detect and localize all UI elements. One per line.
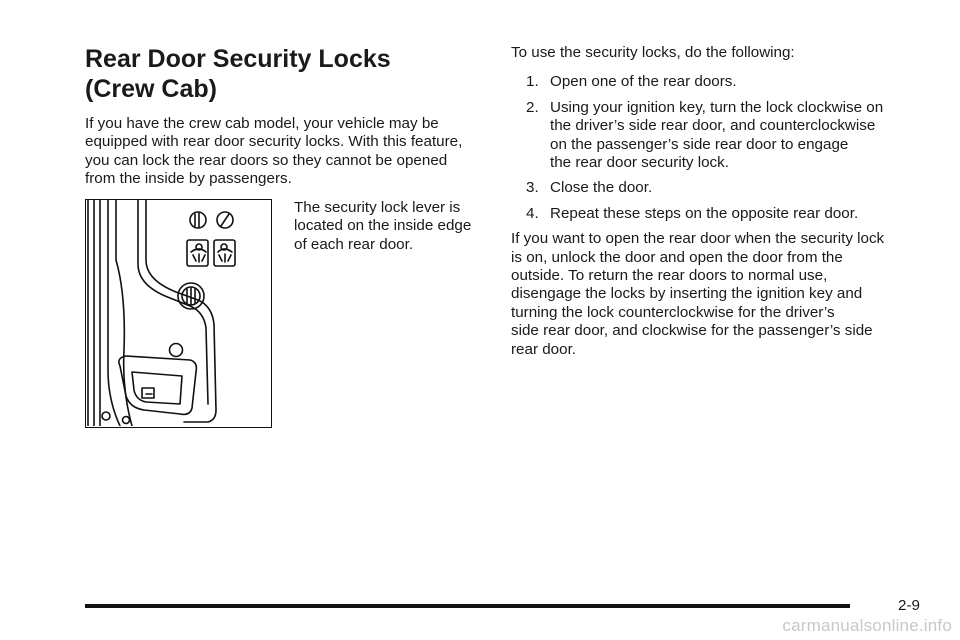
step-item: [511, 179, 931, 197]
caption-line: The security lock lever is: [294, 199, 461, 216]
outro-paragraph: [511, 230, 931, 359]
step-item: [511, 205, 931, 223]
page-number: 2-9: [898, 597, 920, 614]
intro-paragraph: [85, 115, 495, 189]
step-line: Close the door.: [550, 179, 653, 197]
door-edge-drawing: [86, 200, 270, 426]
intro-line: If you have the crew cab model, your vehicle may be: [85, 115, 439, 132]
intro-line: you can lock the rear doors so they cannot be opened: [85, 151, 448, 169]
instructions-lead: To use the security locks, do the following:: [511, 44, 795, 61]
outro-line: If you want to open the rear door when the security lock: [511, 230, 885, 248]
step-line: Open one of the rear doors.: [550, 73, 737, 91]
outro-line: outside. To return the rear doors to normal use,: [511, 267, 828, 285]
step-item: [511, 99, 931, 173]
right-column: [511, 44, 931, 359]
step-number: 4.: [526, 204, 539, 222]
outro-line: disengage the locks by inserting the ignition key and: [511, 285, 863, 303]
door-lock-illustration: [85, 199, 272, 428]
section-title: [85, 44, 495, 104]
step-number: 1.: [526, 73, 539, 91]
section-title-line-2: (Crew Cab): [85, 75, 217, 103]
outro-line: turning the lock counterclockwise for the driver’s: [511, 303, 835, 321]
intro-line: equipped with rear door security locks. With this feature,: [85, 133, 463, 151]
outro-line: side rear door, and clockwise for the passenger’s side: [511, 322, 873, 340]
step-line: on the passenger’s side rear door to engage: [550, 135, 849, 153]
illustration-caption: [294, 199, 494, 254]
intro-line: from the inside by passengers.: [85, 170, 292, 188]
caption-line: of each rear door.: [294, 235, 414, 253]
step-number: 2.: [526, 98, 539, 116]
caption-line: located on the inside edge: [294, 217, 472, 235]
step-line: Repeat these steps on the opposite rear door.: [550, 204, 859, 222]
outro-line: is on, unlock the door and open the door from the: [511, 248, 843, 266]
section-title-line-1: Rear Door Security Locks: [85, 45, 391, 73]
step-line: the rear door security lock.: [550, 154, 729, 172]
left-column: [85, 44, 495, 189]
step-line: Using your ignition key, turn the lock clockwise on: [550, 98, 884, 116]
outro-line: rear door.: [511, 340, 577, 358]
footer-rule: [85, 604, 850, 608]
watermark: carmanualsonline.info: [782, 616, 952, 635]
step-number: 3.: [526, 179, 539, 197]
step-item: [511, 73, 931, 91]
steps-list: [511, 73, 931, 223]
step-line: the driver’s side rear door, and counterclockwise: [550, 117, 876, 135]
figure-row: [85, 199, 495, 429]
